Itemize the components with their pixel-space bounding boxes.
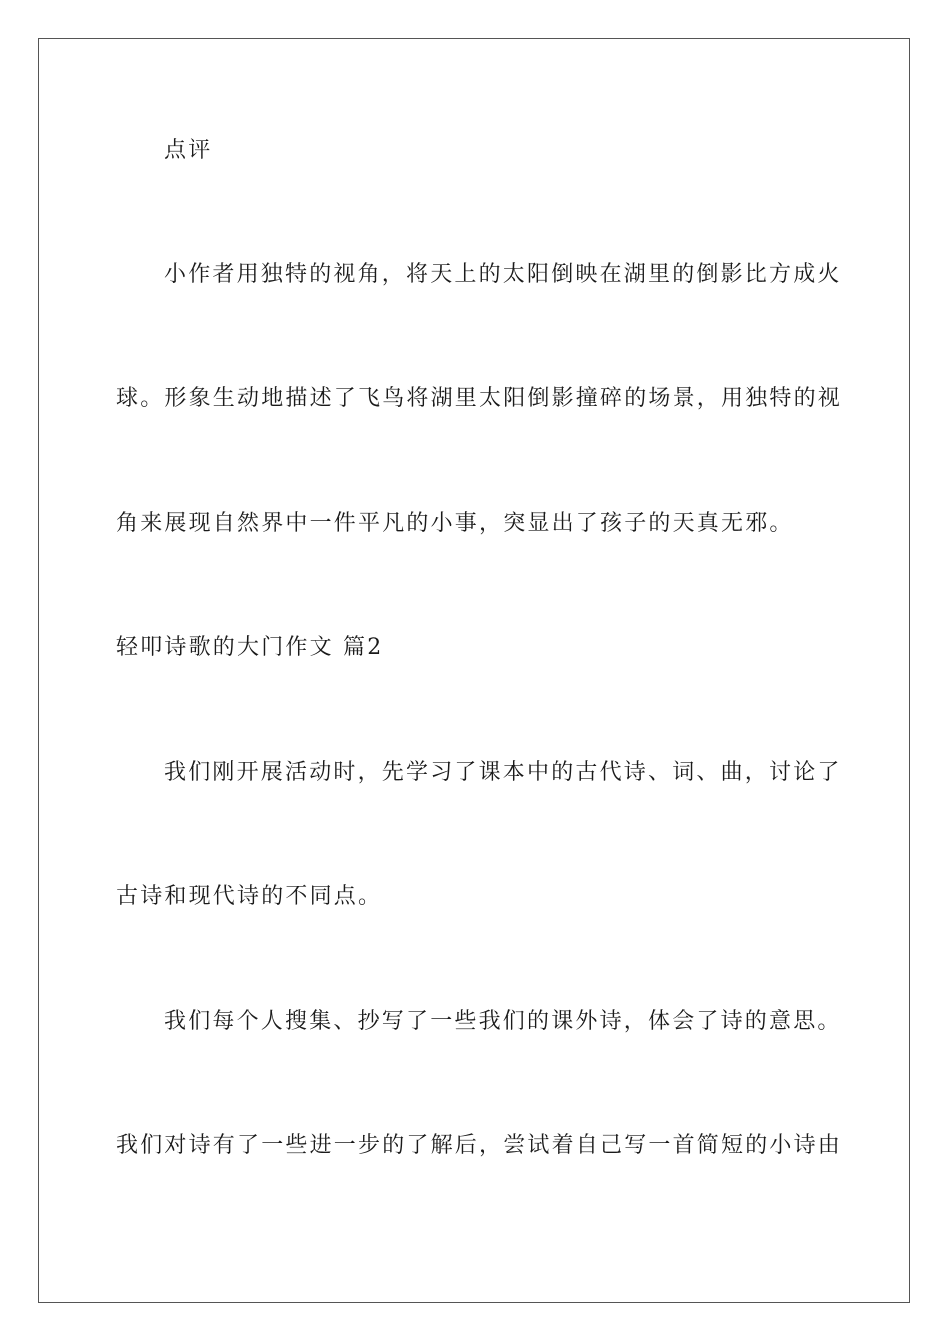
essay-title: 轻叩诗歌的大门作文 篇2: [116, 635, 384, 660]
paragraph-line: 球。形象生动地描述了飞鸟将湖里太阳倒影撞碎的场景，用独特的视: [116, 386, 843, 411]
paragraph-line: 我们每个人搜集、抄写了一些我们的课外诗，体会了诗的意思。: [164, 1009, 842, 1034]
paragraph-line: 角来展现自然界中一件平凡的小事，突显出了孩子的天真无邪。: [116, 511, 794, 536]
paragraph-line: 我们刚开展活动时，先学习了课本中的古代诗、词、曲，讨论了: [164, 760, 842, 785]
paragraph-line: 小作者用独特的视角，将天上的太阳倒映在湖里的倒影比方成火: [164, 262, 842, 287]
paragraph-line: 古诗和现代诗的不同点。: [116, 884, 383, 909]
page-frame: [38, 38, 910, 1303]
paragraph-line: 我们对诗有了一些进一步的了解后，尝试着自己写一首简短的小诗由: [116, 1133, 843, 1158]
section-heading-comment: 点评: [164, 138, 213, 163]
